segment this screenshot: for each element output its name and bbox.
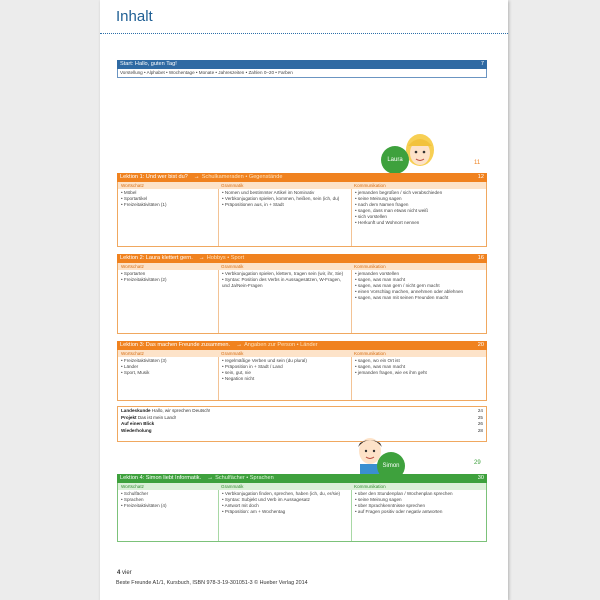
lektion-2-wortschatz: • Sportarten • Freizeitaktivitäten (2)	[121, 271, 167, 282]
lektion-2-header	[117, 263, 487, 270]
lektion-3-page: 20	[477, 342, 484, 348]
lektion-2-title: Lektion 2: Laura klettert gern.	[120, 255, 193, 261]
col-header-wortschatz: Wortschatz	[121, 264, 144, 269]
lektion-2-page: 16	[477, 255, 484, 261]
page-title: Inhalt	[116, 8, 153, 25]
col-header-wortschatz: Wortschatz	[121, 484, 144, 489]
lektion-1-title: Lektion 1: Und wer bist du?	[120, 174, 188, 180]
lektion-4-bar[interactable]	[117, 474, 487, 483]
arrow-icon: →	[236, 342, 243, 348]
extras-page: 28	[477, 427, 483, 433]
arrow-icon: →	[207, 475, 214, 481]
lektion-1-wortschatz: • Möbel • Sportartikel • Freizeitaktivitäten (1)	[121, 190, 167, 207]
extras-label: Wiederholung	[121, 427, 152, 433]
lektion-4-header	[117, 483, 487, 490]
lektion-3-box	[117, 357, 487, 401]
lektion-4-page: 30	[477, 475, 484, 481]
lektion-1-bar[interactable]	[117, 173, 487, 182]
lektion-4-grammatik: • Verbkonjugation finden, sprechen, haben (ich, du, er/sie) • Syntax: Subjekt und Verb im Aussagesatz • Antwort mit doch • Präposition: am + Wochentag	[218, 490, 351, 541]
extras-text: Das ist mein Land!	[137, 414, 176, 420]
extras-page: 24	[477, 408, 483, 413]
lektion-1-header	[117, 182, 487, 189]
lektion-3-grammatik: • regelmäßige Verben und sein (du plural) • Präposition in + Stadt / Land • sein, gut, nie • Negation nicht	[218, 357, 351, 400]
simon-page: 29	[474, 460, 481, 466]
lektion-4-kommunikation: • über den Stundenplan / Wochenplan sprechen • seine Meinung sagen • über Sprachkenntnisse sprechen • auf Fragen positiv oder negativ antworten	[351, 490, 486, 541]
lektion-3-title: Lektion 3: Das machen Freunde zusammen.	[120, 342, 231, 348]
lektion-3-header	[117, 350, 487, 357]
lektion-2-box	[117, 270, 487, 334]
lektion-3-topic: Angaben zur Person • Länder	[244, 342, 318, 348]
start-bar[interactable]	[117, 60, 487, 69]
lektion-2-grammatik: • Verbkonjugation spielen, klettern, tragen sein (wir, ihr, Sie) • Syntax: Position des Verbs in Aussagesätzen, W-Fragen, und Ja/Nein-Fragen	[218, 270, 351, 333]
lektion-4-title: Lektion 4: Simon liebt Informatik.	[120, 475, 202, 481]
lektion-4-topic: Schulfächer • Sprachen	[215, 475, 274, 481]
publisher-credit: Beste Freunde A1/1, Kursbuch, ISBN 978-3-19-301051-3 © Hueber Verlag 2014	[116, 580, 308, 586]
col-header-grammatik: Grammatik	[221, 264, 244, 269]
col-header-wortschatz: Wortschatz	[121, 351, 144, 356]
lektion-2-topic: Hobbys • Sport	[206, 255, 245, 261]
page-number-word: vier	[122, 570, 132, 576]
extras-label: Landeskunde	[121, 408, 151, 413]
col-header-grammatik: Grammatik	[221, 484, 244, 489]
extras-row[interactable]	[121, 428, 483, 435]
extras-text: Hallo, wir sprechen Deutsch!	[151, 408, 211, 413]
lektion-4-box	[117, 490, 487, 542]
lektion-1-kommunikation: • jemanden begrüßen / sich verabschieden • seine Meinung sagen • nach dem Namen fragen • sagen, dass man etwas nicht weiß • sich vorstellen • Herkunft und Wohnort nennen	[351, 189, 486, 246]
laura-page: 11	[474, 160, 481, 166]
extras-label: Projekt	[121, 414, 137, 420]
arrow-icon: →	[198, 255, 205, 261]
extras-box	[117, 406, 487, 442]
start-page: 7	[480, 61, 484, 67]
lektion-1-topic: Schulkameraden • Gegenstände	[201, 174, 283, 180]
lektion-3-bar[interactable]	[117, 341, 487, 350]
arrow-icon: →	[193, 174, 200, 180]
extras-page: 25	[477, 414, 483, 420]
start-topics: Vorstellung • Alphabet • Wochentage • Monate • Jahreszeiten • Zahlen 0–20 • Farben	[120, 70, 293, 75]
extras-page: 26	[477, 421, 483, 426]
page	[100, 0, 508, 600]
lektion-1-grammatik: • Nomen und bestimmter Artikel im Nominativ • Verbkonjugation spielen, kommen, heißen, sein (ich, du) • Präpositionen aus, in + Stadt	[218, 189, 351, 246]
extras-label: Auf einen Blick	[121, 421, 155, 426]
start-title: Start: Hallo, guten Tag!	[120, 61, 177, 67]
lektion-2-kommunikation: • jemanden vorstellen • sagen, was man macht • sagen, was man gern / nicht gern macht • einen Vorschlag machen, annehmen oder ablehnen • sagen, was man mit seinen Freunden macht	[351, 270, 486, 333]
simon-badge: Simon	[377, 452, 405, 480]
page-number	[117, 570, 132, 576]
laura-badge: Laura	[381, 146, 409, 174]
col-header-kommunikation: Kommunikation	[354, 183, 386, 188]
col-header-kommunikation: Kommunikation	[354, 484, 386, 489]
lektion-3-wortschatz: • Freizeitaktivitäten (3) • Länder • Sport, Musik	[121, 358, 167, 375]
page-number-digit: 4	[117, 570, 121, 576]
lektion-3-kommunikation: • sagen, wo ein Ort ist • sagen, was man macht • jemanden fragen, wie es ihm geht	[351, 357, 486, 400]
col-header-grammatik: Grammatik	[221, 351, 244, 356]
col-header-wortschatz: Wortschatz	[121, 183, 144, 188]
lektion-1-box	[117, 189, 487, 247]
lektion-1-page: 12	[477, 174, 484, 180]
col-header-kommunikation: Kommunikation	[354, 264, 386, 269]
col-header-kommunikation: Kommunikation	[354, 351, 386, 356]
lektion-2-bar[interactable]	[117, 254, 487, 263]
lektion-4-wortschatz: • Schulfächer • Sprachen • Freizeitaktivitäten (4)	[121, 491, 167, 508]
title-divider	[100, 33, 508, 34]
col-header-grammatik: Grammatik	[221, 183, 244, 188]
